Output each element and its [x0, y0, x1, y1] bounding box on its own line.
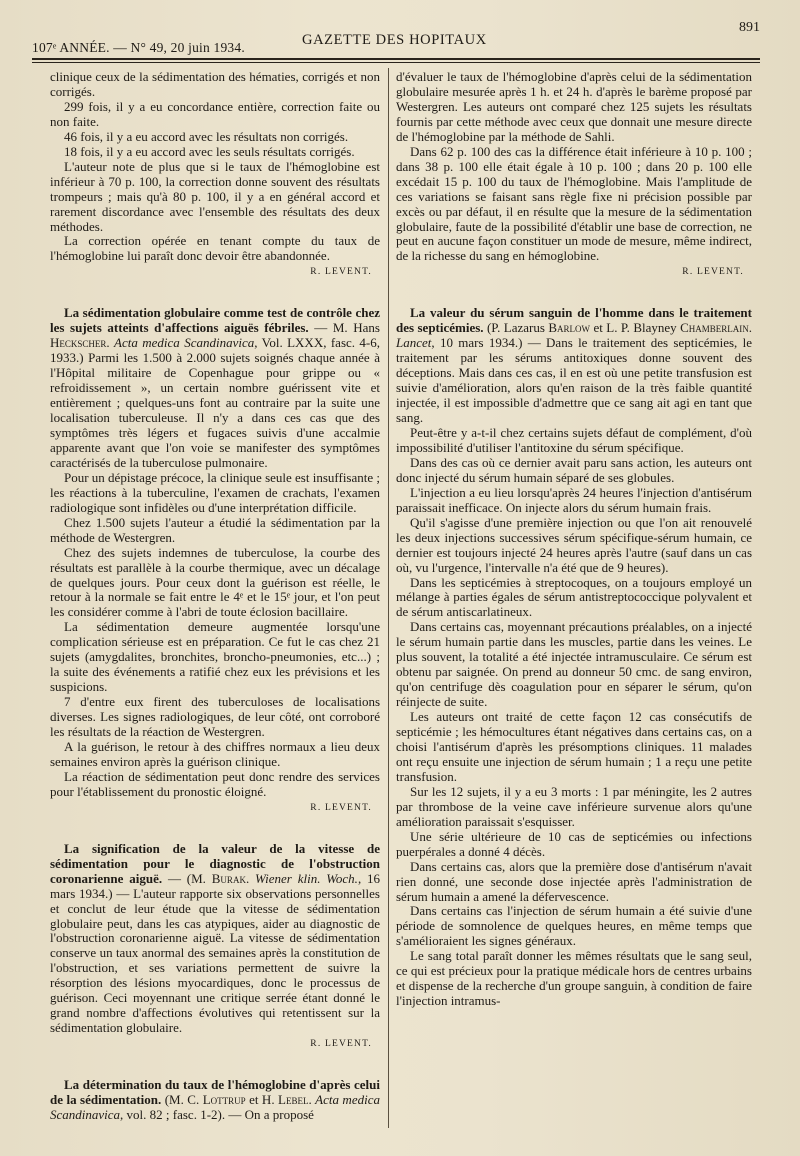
paragraph: 46 fois, il y a eu accord avec les résultats non corrigés.	[64, 128, 349, 144]
reference-text: — (M.	[162, 870, 212, 886]
reference-text: et H.	[245, 1092, 279, 1108]
reference-text: et L. P. Blayney	[590, 320, 681, 336]
journal-name: Lancet	[396, 335, 432, 351]
article-body: , Vol. LXXX, fasc. 4-6, 1933.) Parmi les 1.500 à 2.000 sujets soignés chaque année à l'Hôpital militaire de Copenhague pour grippe ou « refroidissement », un certain nombre guérissent vite et entièrement ; quelques-uns font au contraire par la suite une localisation tuberculeuse. Il n'y a dans ces cas que des symptômes très légers et fugaces suivis d'une accalmie apparente avant que l'on voie se manifester des symptômes caractérisés de la tuberculose pulmonaire.	[50, 335, 380, 470]
paragraph: La réaction de sédimentation peut donc rendre des services pour l'établissement du pronostic éloigné.	[50, 768, 380, 799]
paragraph: Sur les 12 sujets, il y a eu 3 morts : 1 par méningite, les 2 autres par thrombose de la veine cave inférieure survenue alors qu'une amélioration paraissait s'esquisser.	[396, 783, 752, 829]
journal-name: Acta medica Scandinavica	[114, 335, 255, 351]
paragraph: Dans les septicémies à streptocoques, on a toujours employé un mélange à parties égales de sérum antistreptococcique polyvalent et de sérum antiscarlatineux.	[396, 574, 752, 620]
paragraph: La correction opérée en tenant compte du taux de l'hémoglobine lui paraît donc devoir être abandonnée.	[50, 233, 380, 264]
article-lead	[396, 306, 752, 426]
paragraph: Chez 1.500 sujets l'auteur a étudié la sédimentation par la méthode de Westergren.	[50, 514, 380, 545]
article-title: La sédimentation globulaire comme test de contrôle chez les sujets atteints d'affections aiguës fébriles.	[50, 305, 380, 336]
author-signature: R. LEVENT.	[310, 267, 372, 278]
article-title: La détermination du taux de l'hémoglobine d'après celui de la sédimentation.	[50, 1077, 380, 1108]
reference-text: — M. Hans	[308, 320, 380, 336]
paragraph: 18 fois, il y a eu accord avec les seuls résultats corrigés.	[64, 143, 355, 159]
author-name: Burak	[211, 870, 246, 886]
author-name: Chamberlain	[680, 320, 749, 336]
paragraph: Dans certains cas l'injection de sérum humain a été suivie d'une période de somnolence de quelques heures, en même temps que s'amélioraient les signes généraux.	[396, 903, 752, 949]
journal-name: Wiener klin. Woch.	[255, 870, 358, 886]
paragraph: La sédimentation demeure augmentée lorsqu'une complication sérieuse est en préparation. Ce fut le cas chez 21 sujets (amygdalites, bronchites, broncho-pneumonies, etc...) ; la suite des événements a ratifié chez eux les prévisions et les suspicions.	[50, 619, 380, 695]
paragraph: Une série ultérieure de 10 cas de septicémies ou infections puerpérales a donné 4 décès.	[396, 828, 752, 859]
paragraph: Dans 62 p. 100 des cas la différence était inférieure à 10 p. 100 ; dans 38 p. 100 elle était égale à 10 p. 100 ; dans 20 p. 100 elle excédait 15 p. 100 du taux de l'hémoglobine. Mais l'amplitude de ces variations se faisant sans règle fixe ni précision possible par excès ou par défaut, il en résulte que la mesure de la sédimentation globulaire, faute de la possibilité d'établir une base de correction, ne peut en aucune façon constituer un mode de mesure, même indirect, de la richesse du sang en hémoglobine.	[396, 143, 752, 264]
author-name: Lebel	[278, 1092, 309, 1108]
page-number: 891	[739, 20, 760, 35]
paragraph: 7 d'entre eux firent des tuberculoses de localisations diverses. Les signes radiologiques, de leur côté, ont corroboré les résultats de la réaction de Westergren.	[50, 694, 380, 740]
left-column	[50, 70, 380, 1123]
publication-title: GAZETTE DES HOPITAUX	[302, 32, 487, 48]
article-lead	[50, 306, 380, 470]
author-signature: R. LEVENT.	[310, 1039, 372, 1050]
article-body: , 16 mars 1934.) — L'auteur rapporte six observations personnelles et conclut de leur étude que la vitesse de sédimentation globulaire peut, dans les cas atypiques, aider au diagnostic de l'obstruction coronarienne aiguë. La vitesse de sédimentation conserve un taux anormal des semaines après la constitution de l'obstruction, et ses variations permettent de suivre la résorption des lésions myocardiques, donc le processus de guérison. Ceci moyennant une critique serrée étant donné le grand nombre d'affections évolutives qui retentissent sur la sédimentation globulaire.	[50, 870, 381, 1036]
paragraph: L'auteur note de plus que si le taux de l'hémoglobine est inférieur à 70 p. 100, la correction donne souvent des résultats trompeurs ; mais qu'à 80 p. 100, il y a en général accord et rarement discordance avec l'ensemble des résultats des deux méthodes.	[50, 158, 380, 234]
paragraph: Peut-être y a-t-il chez certains sujets défaut de complément, d'où impossibilité d'utiliser l'antitoxine du sérum spécifique.	[396, 424, 752, 455]
article-body: , 10 mars 1934.) — Dans le traitement des septicémies, le traitement par les sérums antitoxiques donne souvent des déceptions. Mais dans ces cas, il en est où une petite transfusion est suivie d'amélioration, alors qu'en raison de la très faible quantité injectée, il est impossible d'admettre que ce sang ait agi en tant que sang.	[396, 335, 752, 426]
author-name: Barlow	[548, 320, 591, 336]
paragraph: Dans certains cas, moyennant précautions préalables, on a injecté le sérum humain partie dans les muscles, partie dans les veines. Le plus souvent, la totalité a été injectée intramusculaire. Ce sérum est obtenu par saignée. On prend au donneur 50 cmc. de sang environ, qu'on centrifuge dès coagulation pour en séparer le sérum, qu'on réinjecte de suite.	[396, 619, 752, 710]
right-column	[396, 70, 752, 1009]
paragraph: clinique ceux de la sédimentation des hématies, corrigés et non corrigés.	[50, 69, 380, 99]
article-title: La valeur du sérum sanguin de l'homme dans le traitement des septicémies.	[396, 305, 752, 336]
paragraph: Qu'il s'agisse d'une première injection ou que l'on ait renouvelé les deux injections successives sérum spécifique-sérum humain, ce dernier est toujours injecté 24 heures après l'autre (sauf dans un cas où, vu l'urgence, l'intervalle n'a été que de 9 heures).	[396, 514, 752, 575]
paragraph: L'injection a eu lieu lorsqu'après 24 heures l'injection d'antisérum paraissait inefficace. On injecte alors du sérum humain frais.	[396, 484, 752, 515]
header-rule-thin	[32, 62, 760, 63]
page-header	[32, 20, 760, 56]
author-name: Lottrup	[202, 1092, 246, 1108]
article-title: La signification de la valeur de la vitesse de sédimentation pour le diagnostic de l'obstruction coronarienne aiguë.	[50, 840, 380, 886]
reference-text: .	[106, 335, 115, 351]
reference-text: (M. C.	[161, 1092, 203, 1108]
article-lead	[50, 842, 380, 1036]
author-name: Heckscher	[50, 335, 107, 351]
journal-name: Acta medica Scandinavica	[50, 1092, 380, 1122]
column-divider	[388, 68, 389, 1128]
reference-text: .	[308, 1092, 316, 1108]
paragraph: Pour un dépistage précoce, la clinique seule est insuffisante ; les réactions à la tuberculine, l'examen de crachats, l'examen radiologique sont infidèles ou d'une interprétation difficile.	[50, 469, 380, 515]
paragraph: 299 fois, il y a eu concordance entière, correction faite ou non faite.	[50, 98, 380, 129]
article-body: , vol. 82 ; fasc. 1-2). — On a proposé	[120, 1107, 314, 1122]
reference-text: .	[748, 320, 752, 336]
reference-text: .	[245, 870, 256, 886]
reference-text: (P. Lazarus	[483, 320, 549, 336]
paragraph: Dans certains cas, alors que la première dose d'antisérum n'avait rien donné, une seconde dose injectée après l'administration de sérum humain a amené la défervescence.	[396, 858, 752, 904]
paragraph: Le sang total paraît donner les mêmes résultats que le sang seul, ce qui est précieux pour la pratique médicale hors de centres urbains et dispense de la recherche d'un groupe sanguin, à condition de faire l'injection intramus-	[396, 948, 752, 1009]
paragraph: d'évaluer le taux de l'hémoglobine d'après celui de la sédimentation globulaire mesurée après 1 h. et 24 h. d'après le barème proposé par Westergren. Les auteurs ont comparé chez 125 sujets les résultats fournis par cette méthode avec ceux que donnait une mesure directe de l'hémoglobine par la méthode de Sahli.	[396, 69, 752, 144]
header-rule	[32, 58, 760, 60]
paragraph: Chez des sujets indemnes de tuberculose, la courbe des résultats est parallèle à la courbe thermique, avec un décalage de quelques jours. Pour ceux dont la guérison est réelle, le retour à la normale se fait entre le 4ᵉ et le 15ᵉ jour, et l'on peut les considérer comme à l'abri de toute éclosion bacillaire.	[50, 544, 380, 620]
paragraph: Les auteurs ont traité de cette façon 12 cas consécutifs de septicémie ; les hémocultures étant négatives dans certains cas, on a choisi l'antisérum d'après les présomptions cliniques. 11 malades ont reçu ensuite une injection de sérum humain ; 1 a reçu une petite transfusion.	[396, 709, 752, 784]
paragraph: A la guérison, le retour à des chiffres normaux a lieu deux semaines environ après la guérison clinique.	[50, 738, 380, 769]
author-signature: R. LEVENT.	[682, 267, 744, 278]
article-lead	[50, 1078, 380, 1123]
paragraph: Dans des cas où ce dernier avait paru sans action, les auteurs ont donc injecté du sérum humain séparé de ses globules.	[396, 454, 752, 485]
issue-line: 107ᵉ ANNÉE. — N° 49, 20 juin 1934.	[32, 40, 245, 55]
author-signature: R. LEVENT.	[310, 802, 372, 813]
